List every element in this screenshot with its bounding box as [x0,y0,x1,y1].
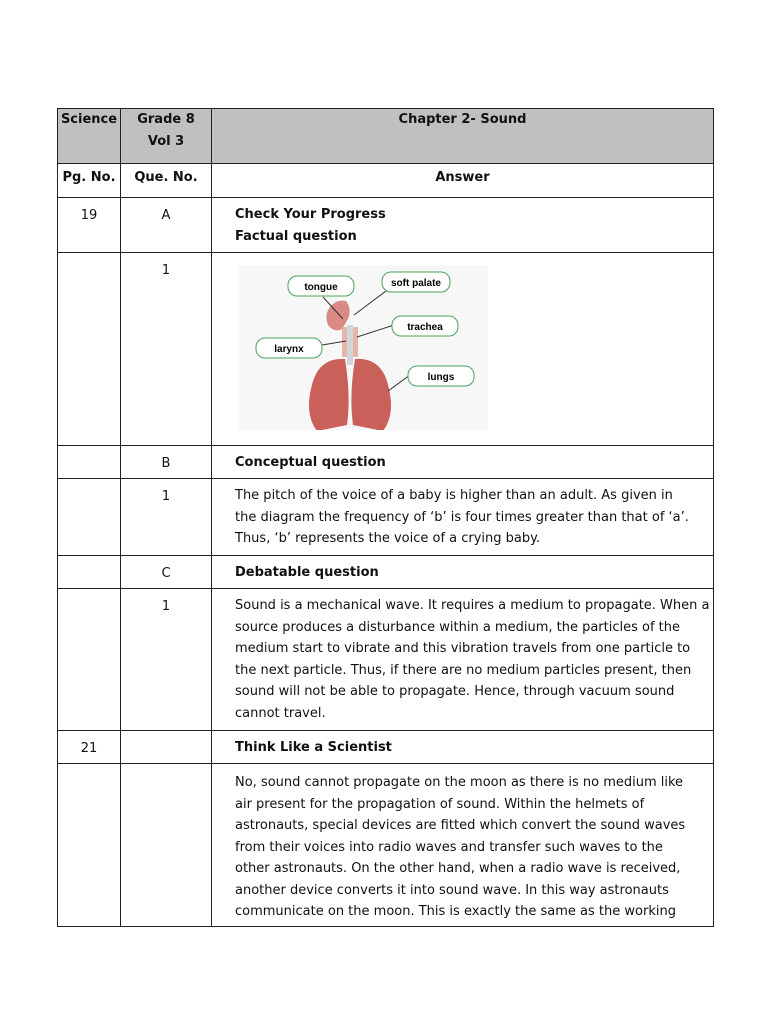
page-number [58,446,121,479]
answer-line: medium start to vibrate and this vibration travels from one particle to [235,641,691,656]
page-number: 19 [58,198,121,253]
answer-column-header: Answer [212,164,714,198]
question-number: C [121,556,212,589]
volume-label: Vol 3 [147,134,185,149]
answer-line: other astronauts. On the other hand, when a radio wave is received, [235,861,681,876]
page-column-header: Pg. No. [58,164,121,198]
answer-line: communicate on the moon. This is exactly the same as the working [235,904,676,919]
subject-cell: Science [58,109,121,164]
answer-line: astronauts, special devices are fitted which convert the sound waves [235,818,686,833]
answer-line: No, sound cannot propagate on the moon as there is no medium like [235,775,684,790]
section-subtitle: Factual question [235,228,357,244]
question-number: 1 [121,479,212,556]
question-number: A [121,198,212,253]
answer-line: the diagram the frequency of ‘b’ is four times greater than that of ‘a’. [235,509,689,525]
trachea-tube [347,325,353,365]
section-heading: Conceptual question [212,446,714,479]
question-number [121,731,212,764]
table-row [58,589,714,731]
section-heading: Debatable question [212,556,714,589]
tongue-label: tongue [304,282,338,293]
answer-line: Sound is a mechanical wave. It requires a medium to propagate. When a [235,598,710,613]
question-number: B [121,446,212,479]
question-number: 1 [121,253,212,446]
soft-palate-label: soft palate [390,278,442,289]
table-row [58,479,714,556]
page-number: 21 [58,731,121,764]
question-number [121,764,212,927]
page-number [58,764,121,927]
answer-line: source produces a disturbance within a medium, the particles of the [235,619,681,635]
page-number [58,589,121,731]
table-row [58,731,714,764]
table-row [58,446,714,479]
lungs-label: lungs [427,372,455,383]
table-row [58,198,714,253]
table-row [58,253,714,446]
chapter-title: Chapter 2- Sound [212,109,714,164]
column-header-row [58,164,714,198]
grade-label: Grade 8 [137,112,195,127]
diagram-cell [212,253,714,446]
answer-line: sound will not be able to propagate. Hence, through vacuum sound [235,684,675,699]
table-row [58,556,714,589]
trachea-label: trachea [407,322,443,333]
grade-cell [121,109,212,164]
header-row [58,109,714,164]
larynx-label: larynx [274,344,304,355]
answer-text [212,479,714,556]
section-heading [212,198,714,253]
answer-line: Thus, ‘b’ represents the voice of a crying baby. [235,531,541,546]
question-column-header: Que. No. [121,164,212,198]
answer-line: cannot travel. [235,705,326,721]
answer-line: the next particle. Thus, if there are no medium particles present, then [235,662,692,678]
answer-line: from their voices into radio waves and transfer such waves to the [235,839,663,855]
answer-text [212,589,714,731]
answer-line: another device converts it into sound wave. In this way astronauts [235,882,669,898]
answer-line: The pitch of the voice of a baby is higher than an adult. As given in [235,488,673,503]
answer-table [57,108,714,927]
section-title: Check Your Progress [235,207,386,222]
question-number: 1 [121,589,212,731]
table-row [58,764,714,927]
page-number [58,479,121,556]
answer-text [212,764,714,927]
section-heading: Think Like a Scientist [212,731,714,764]
answer-line: air present for the propagation of sound. Within the helmets of [235,796,645,812]
respiratory-system-diagram [238,265,488,430]
page-number [58,253,121,446]
page-number [58,556,121,589]
